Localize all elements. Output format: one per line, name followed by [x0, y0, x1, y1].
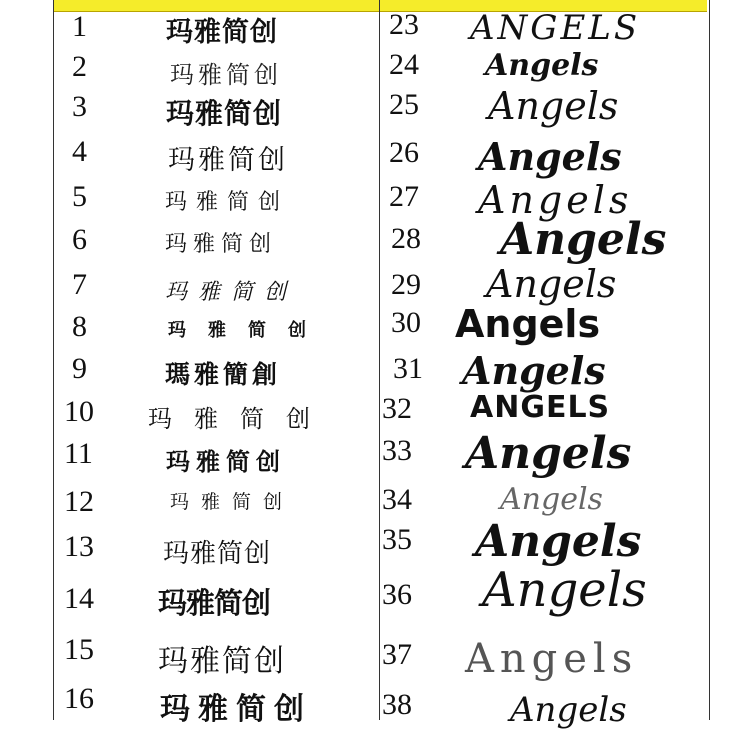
font-sample: 玛雅简创 [158, 644, 286, 679]
row-number: 23 [389, 8, 419, 41]
table-row [389, 88, 419, 122]
font-sample: Angels [500, 214, 667, 265]
table-row [64, 485, 94, 519]
table-row [64, 582, 94, 616]
table-row [382, 483, 412, 517]
row-number: 27 [389, 180, 419, 213]
row-number: 3 [72, 90, 87, 123]
font-sample: Angels [510, 690, 627, 730]
font-sample: 玛雅简创 [168, 145, 288, 176]
font-sample: 玛雅简创 [158, 586, 271, 620]
font-sample: 玛雅简创 [168, 320, 328, 341]
table-row [72, 50, 87, 84]
row-number: 38 [382, 688, 412, 721]
row-number: 16 [64, 682, 94, 715]
row-number: 10 [64, 395, 94, 428]
table-row [64, 633, 94, 667]
table-row [393, 352, 423, 386]
table-row [382, 688, 412, 722]
row-number: 34 [382, 483, 412, 516]
row-number: 11 [64, 437, 93, 470]
table-row [382, 392, 412, 426]
row-number: 33 [382, 434, 412, 467]
row-number: 24 [389, 48, 419, 81]
font-sample: Angels [478, 134, 622, 179]
font-sample: Angels [465, 636, 639, 682]
row-number: 15 [64, 633, 94, 666]
font-sample: Angels [488, 84, 619, 128]
font-sample: 玛雅简创 [165, 190, 290, 215]
row-number: 29 [391, 268, 421, 301]
font-sample: 玛雅简创 [163, 539, 272, 569]
font-sample: 玛雅简创 [170, 61, 282, 89]
row-number: 37 [382, 638, 412, 671]
font-sample: 玛雅简创 [170, 491, 295, 513]
font-sample: 瑪雅簡創 [165, 360, 282, 389]
row-number: 13 [64, 530, 94, 563]
table-row [72, 90, 87, 124]
row-number: 2 [72, 50, 87, 83]
table-row [382, 578, 412, 612]
table-row [391, 306, 421, 340]
font-sample: Angels [485, 48, 599, 83]
table-row [72, 310, 87, 344]
table-row [64, 395, 94, 429]
table-row [389, 8, 419, 42]
table-row [389, 180, 419, 214]
row-number: 28 [391, 222, 421, 255]
row-number: 1 [72, 10, 87, 43]
table-row [64, 682, 94, 716]
row-number: 32 [382, 392, 412, 425]
table-row [382, 638, 412, 672]
table-row [64, 530, 94, 564]
row-number: 35 [382, 523, 412, 556]
row-number: 7 [72, 268, 87, 301]
table-row [391, 222, 421, 256]
table-row [391, 268, 421, 302]
row-number: 5 [72, 180, 87, 213]
table-row [72, 268, 87, 302]
row-number: 14 [64, 582, 94, 615]
font-sample: ANGELS [470, 390, 611, 425]
font-sample: 玛雅简创 [148, 405, 332, 433]
row-number: 9 [72, 352, 87, 385]
font-sample: 玛雅简创 [165, 232, 278, 257]
font-sample: 玛雅简创 [165, 280, 298, 305]
table-row [389, 136, 419, 170]
row-number: 8 [72, 310, 87, 343]
font-sample: Angels [455, 302, 601, 346]
table-row [72, 223, 87, 257]
font-sample: 玛雅简创 [166, 448, 286, 476]
font-sample: ANGELS [470, 8, 641, 48]
row-number: 25 [389, 88, 419, 121]
table-row [382, 434, 412, 468]
table-row [72, 135, 87, 169]
font-sample: Angels [475, 516, 642, 567]
row-number: 4 [72, 135, 87, 168]
row-number: 30 [391, 306, 421, 339]
font-sample: Angels [482, 562, 647, 618]
font-sample: Angels [465, 428, 632, 479]
font-sample: 玛雅简创 [160, 692, 312, 727]
font-sample: Angels [478, 178, 633, 222]
table-row [72, 180, 87, 214]
table-row [64, 437, 93, 471]
font-sample: 玛雅简创 [166, 17, 278, 48]
row-number: 26 [389, 136, 419, 169]
column-divider [379, 0, 380, 720]
row-number: 36 [382, 578, 412, 611]
font-sample: Angels [486, 262, 617, 306]
table-row [382, 523, 412, 557]
font-sample: Angels [462, 348, 606, 393]
font-sample: 玛雅简创 [166, 97, 283, 130]
row-number: 31 [393, 352, 423, 385]
font-sample: Angels [500, 482, 603, 517]
table-row [72, 10, 87, 44]
row-number: 12 [64, 485, 94, 518]
table-row [389, 48, 419, 82]
row-number: 6 [72, 223, 87, 256]
table-row [72, 352, 87, 386]
